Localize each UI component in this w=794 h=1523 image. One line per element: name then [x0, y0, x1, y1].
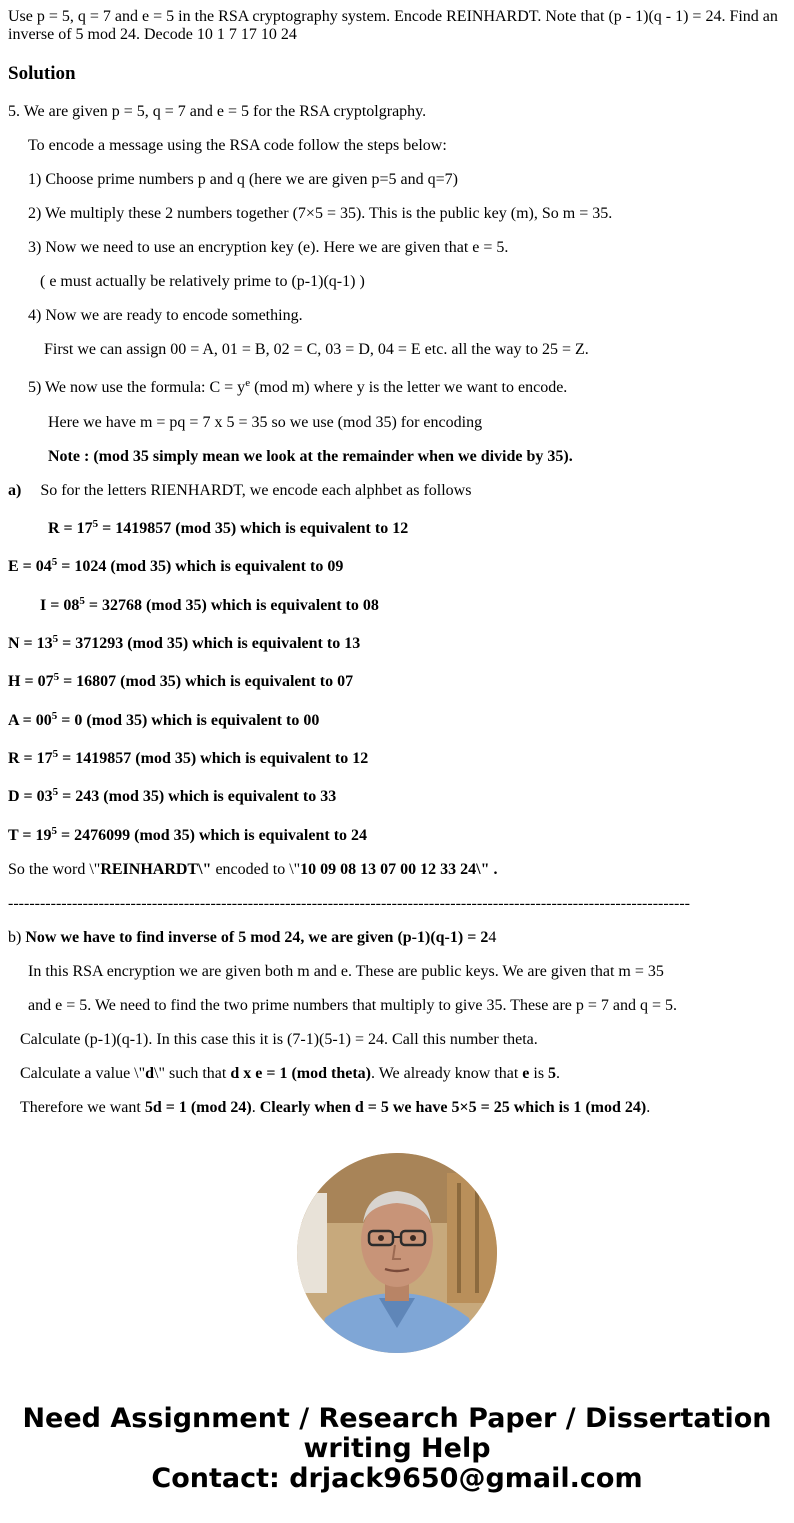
- encoding-row: $D = 03^5 = 243$ (mod 35) which is equivalent to 33: [8, 786, 337, 805]
- step-2: 2) We multiply these 2 numbers together (7×5 = 35). This is the public key (m), So m = 35.: [28, 205, 613, 222]
- mod-note: Note : (mod 35 simply mean we look at the remainder when we divide by 35).: [48, 448, 573, 465]
- step-5: [28, 379, 567, 397]
- intro-line-1: 5. We are given p = 5, q = 7 and e = 5 for the RSA cryptolgraphy.: [8, 103, 427, 120]
- part-a-intro: [8, 482, 471, 500]
- part-b-line-4: Calculate a value \"d\" such that d x e = 1 (mod theta). We already know that e is 5.: [20, 1065, 561, 1082]
- step-5-text-a: 5) We now use the formula: C = y: [28, 379, 246, 396]
- solution-heading: Solution: [8, 63, 76, 84]
- part-a-text: So for the letters RIENHARDT, we encode each alphbet as follows: [40, 482, 472, 499]
- encoded-result: So the word \"REINHARDT\" encoded to \"10 09 08 13 07 00 12 33 24\" .: [8, 861, 498, 878]
- intro-line-2: To encode a message using the RSA code follow the steps below:: [28, 137, 447, 154]
- encoding-row: $T = 19^5 = 2476099$ (mod 35) which is equivalent to 24: [8, 825, 368, 844]
- author-photo-icon: [297, 1153, 497, 1353]
- step-3-note: ( e must actually be relatively prime to (p-1)(q-1) ): [40, 273, 365, 290]
- encoding-row: $A = 00^5 = 0$ (mod 35) which is equivalent to 00: [8, 710, 320, 729]
- encoding-row: $E = 04^5 = 1024$ (mod 35) which is equivalent to 09: [8, 556, 344, 575]
- footer-line-1: Need Assignment / Research Paper / Dissertation: [22, 1403, 772, 1434]
- part-b-line-3: Calculate (p-1)(q-1). In this case this it is (7-1)(5-1) = 24. Call this number theta.: [20, 1031, 538, 1048]
- step-1: 1) Choose prime numbers p and q (here we are given p=5 and q=7): [28, 171, 458, 188]
- footer-contact: Contact: drjack9650@gmail.com: [151, 1463, 643, 1494]
- part-b-line-1: In this RSA encryption we are given both m and e. These are public keys. We are given that m = 35: [28, 963, 664, 980]
- step-4-note: First we can assign 00 = A, 01 = B, 02 = C, 03 = D, 04 = E etc. all the way to 25 = Z.: [44, 341, 589, 358]
- step-5-text-b: (mod m) where y is the letter we want to encode.: [250, 379, 568, 396]
- author-avatar: [297, 1153, 497, 1353]
- step-5-exponent: e: [245, 377, 251, 389]
- question-text: Use p = 5, q = 7 and e = 5 in the RSA cryptography system. Encode REINHARDT. Note that (p - 1)(q - 1) = 24. Find an inverse of 5 mod 24. Decode 10 1 7 17 10 24: [8, 8, 778, 43]
- part-b-label: b): [8, 929, 22, 946]
- encoding-row: $I = 08^5 = 32768$ (mod 35) which is equivalent to 08: [40, 595, 379, 614]
- encoding-row: $H = 07^5 = 16807$ (mod 35) which is equivalent to 07: [8, 671, 354, 690]
- section-divider: --------------------------------------------------------------------------------------------------------------------------------: [8, 895, 690, 912]
- part-b-title: b) Now we have to find inverse of 5 mod 24, we are given (p-1)(q-1) = 24: [8, 929, 497, 946]
- footer-line-2: writing Help: [303, 1433, 491, 1464]
- part-b-line-5: Therefore we want 5d = 1 (mod 24). Clearly when d = 5 we have 5×5 = 25 which is 1 (mod 24).: [20, 1099, 651, 1116]
- step-3: 3) Now we need to use an encryption key (e). Here we are given that e = 5.: [28, 239, 509, 256]
- step-4: 4) Now we are ready to encode something.: [28, 307, 303, 324]
- encoding-row: $R = 17^5 = 1419857$ (mod 35) which is equivalent to 12: [8, 748, 369, 767]
- part-a-label: a): [8, 482, 22, 499]
- encoding-row: $R = 17^5 = 1419857$ (mod 35) which is equivalent to 12: [48, 518, 409, 537]
- step-5-note: Here we have m = pq = 7 x 5 = 35 so we use (mod 35) for encoding: [48, 414, 483, 431]
- encoding-row: $N = 13^5 = 371293$ (mod 35) which is equivalent to 13: [8, 633, 361, 652]
- part-b-line-2: and e = 5. We need to find the two prime numbers that multiply to give 35. These are p = 7 and q = 5.: [28, 997, 678, 1014]
